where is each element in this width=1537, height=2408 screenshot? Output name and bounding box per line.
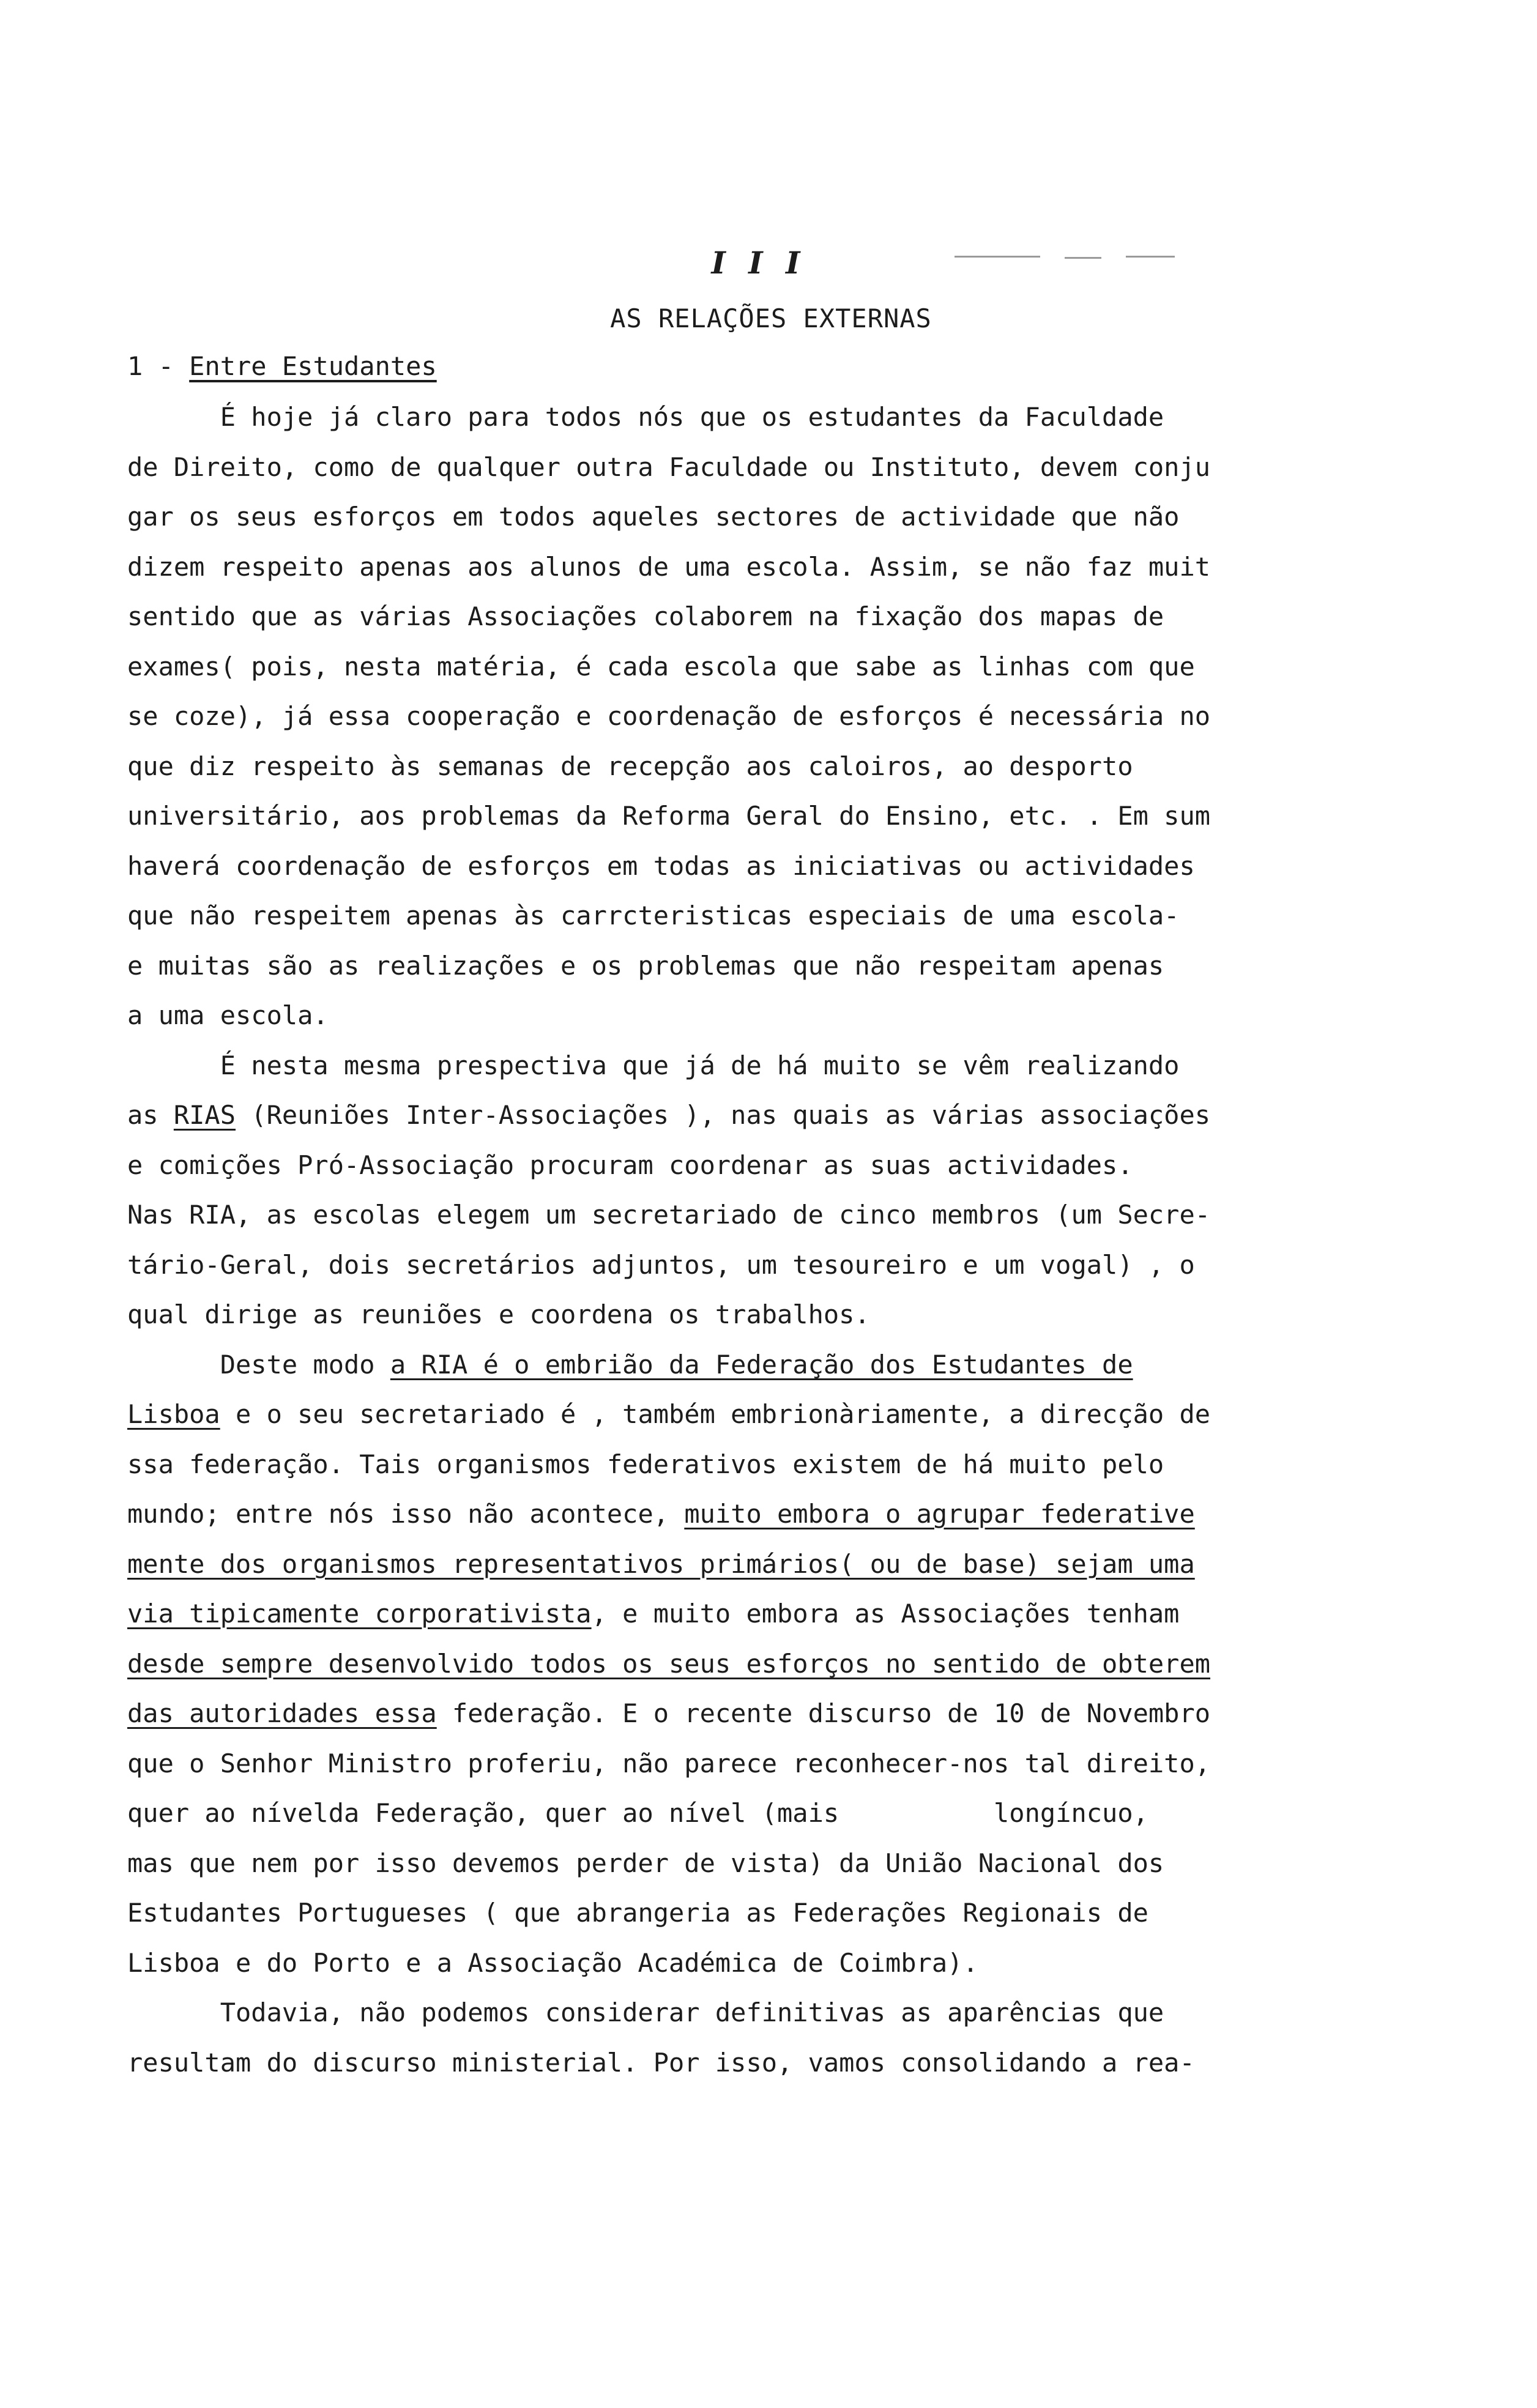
scan-mark [955,256,1040,258]
text-line [127,1847,1400,1880]
text-line [127,600,1400,633]
underlined-text: muito embora o agrupar federative [684,1499,1195,1529]
underlined-text: Lisboa [127,1399,220,1429]
section-title: Entre Estudantes [189,351,437,381]
line-text: ssa federação. Tais organismos federativos existem de há muito pelo [127,1449,1164,1479]
line-text: Nas RIA, as escolas elegem um secretariado de cinco membros (um Secre- [127,1200,1211,1230]
text-line [127,949,1400,983]
chapter-number: I I I [711,245,806,281]
line-text: haverá coordenação de esforços em todas as iniciativas ou actividades [127,851,1195,881]
line-text: tário-Geral, dois secretários adjuntos, um tesoureiro e um vogal) , o [127,1250,1195,1280]
line-text: se coze), já essa cooperação e coordenação de esforços é necessária no [127,701,1211,731]
text-line [127,1996,1400,2029]
line-text: e muitas são as realizações e os problemas que não respeitam apenas [127,951,1164,981]
underlined-text: desde sempre desenvolvido todos os seus esforços no sentido de obterem [127,1649,1211,1679]
line-text: É nesta mesma prespectiva que já de há muito se vêm realizando [127,1050,1180,1080]
text-line [127,1797,1400,1830]
text-line [127,1198,1400,1232]
text-line [127,1947,1400,1980]
line-text: de Direito, como de qualquer outra Faculdade ou Instituto, devem conju [127,452,1211,482]
line-text: , e muito embora as Associações tenham [591,1599,1180,1629]
text-line [127,1149,1400,1182]
line-text: quer ao nívelda Federação, quer ao nível (mais longíncuo, [127,1798,1148,1828]
text-line [127,1697,1400,1730]
text-line [127,1249,1400,1282]
text-line [127,1099,1400,1132]
line-text: sentido que as várias Associações colaborem na fixação dos mapas de [127,601,1164,631]
text-line [127,551,1400,584]
text-line [127,800,1400,833]
text-line [127,700,1400,733]
section-heading [127,351,437,381]
text-line [127,899,1400,932]
text-line [127,1747,1400,1780]
line-text: Estudantes Portugueses ( que abrangeria as Federações Regionais de [127,1898,1148,1928]
line-text: resultam do discurso ministerial. Por isso, vamos consolidando a rea- [127,2048,1195,2078]
text-line [127,1597,1400,1630]
text-line [127,1049,1400,1082]
line-text: Deste modo [127,1350,390,1380]
text-line [127,451,1400,484]
line-text: federação. E o recente discurso de 10 de Novembro [436,1698,1211,1728]
text-line [127,1398,1400,1431]
text-line [127,1897,1400,1930]
line-text: e comições Pró-Associação procuram coordenar as suas actividades. [127,1150,1133,1180]
line-text: que diz respeito às semanas de recepção aos caloiros, ao desporto [127,751,1133,781]
line-text: a uma escola. [127,1000,329,1030]
underlined-text: das autoridades essa [127,1698,437,1728]
section-number: 1 - [127,351,190,381]
text-line [127,401,1400,434]
line-text: que não respeitem apenas às carrcteristicas especiais de uma escola- [127,901,1180,931]
text-line [127,650,1400,683]
line-text: É hoje já claro para todos nós que os estudantes da Faculdade [127,402,1164,432]
text-line [127,1298,1400,1331]
line-text: e o seu secretariado é , também embrionàriamente, a direcção de [220,1399,1211,1429]
line-text: que o Senhor Ministro proferiu, não parece reconhecer-nos tal direito, [127,1748,1211,1778]
line-text: mundo; entre nós isso não acontece, [127,1499,685,1529]
line-text: qual dirige as reuniões e coordena os trabalhos. [127,1299,870,1329]
line-text: mas que nem por isso devemos perder de vista) da União Nacional dos [127,1848,1164,1878]
scan-mark [1065,257,1101,259]
text-line [127,1348,1400,1381]
chapter-title: AS RELAÇÕES EXTERNAS [610,303,932,333]
underlined-text: via tipicamente corporativista [127,1599,592,1629]
text-line [127,1548,1400,1581]
line-text: universitário, aos problemas da Reforma Geral do Ensino, etc. . Em sum [127,801,1211,831]
line-text: as [127,1100,174,1130]
text-line [127,1498,1400,1531]
text-line [127,500,1400,533]
text-line [127,750,1400,783]
line-text: Lisboa e do Porto e a Associação Académica de Coimbra). [127,1948,978,1978]
underlined-text: a RIA é o embrião da Federação dos Estudantes de [390,1350,1133,1380]
text-line [127,1648,1400,1681]
line-text: (Reuniões Inter-Associações ), nas quais as várias associações [236,1100,1211,1130]
text-line [127,850,1400,883]
line-text: gar os seus esforços em todos aqueles sectores de actividade que não [127,502,1180,532]
scan-mark [1126,256,1175,258]
line-text: dizem respeito apenas aos alunos de uma escola. Assim, se não faz muit [127,552,1211,582]
underlined-text: mente dos organismos representativos primários( ou de base) sejam uma [127,1549,1195,1579]
underlined-text: RIAS [173,1100,236,1130]
text-line [127,1448,1400,1481]
line-text: exames( pois, nesta matéria, é cada escola que sabe as linhas com que [127,652,1195,682]
text-line [127,2046,1400,2079]
line-text: Todavia, não podemos considerar definitivas as aparências que [127,1997,1164,2027]
text-line [127,999,1400,1032]
